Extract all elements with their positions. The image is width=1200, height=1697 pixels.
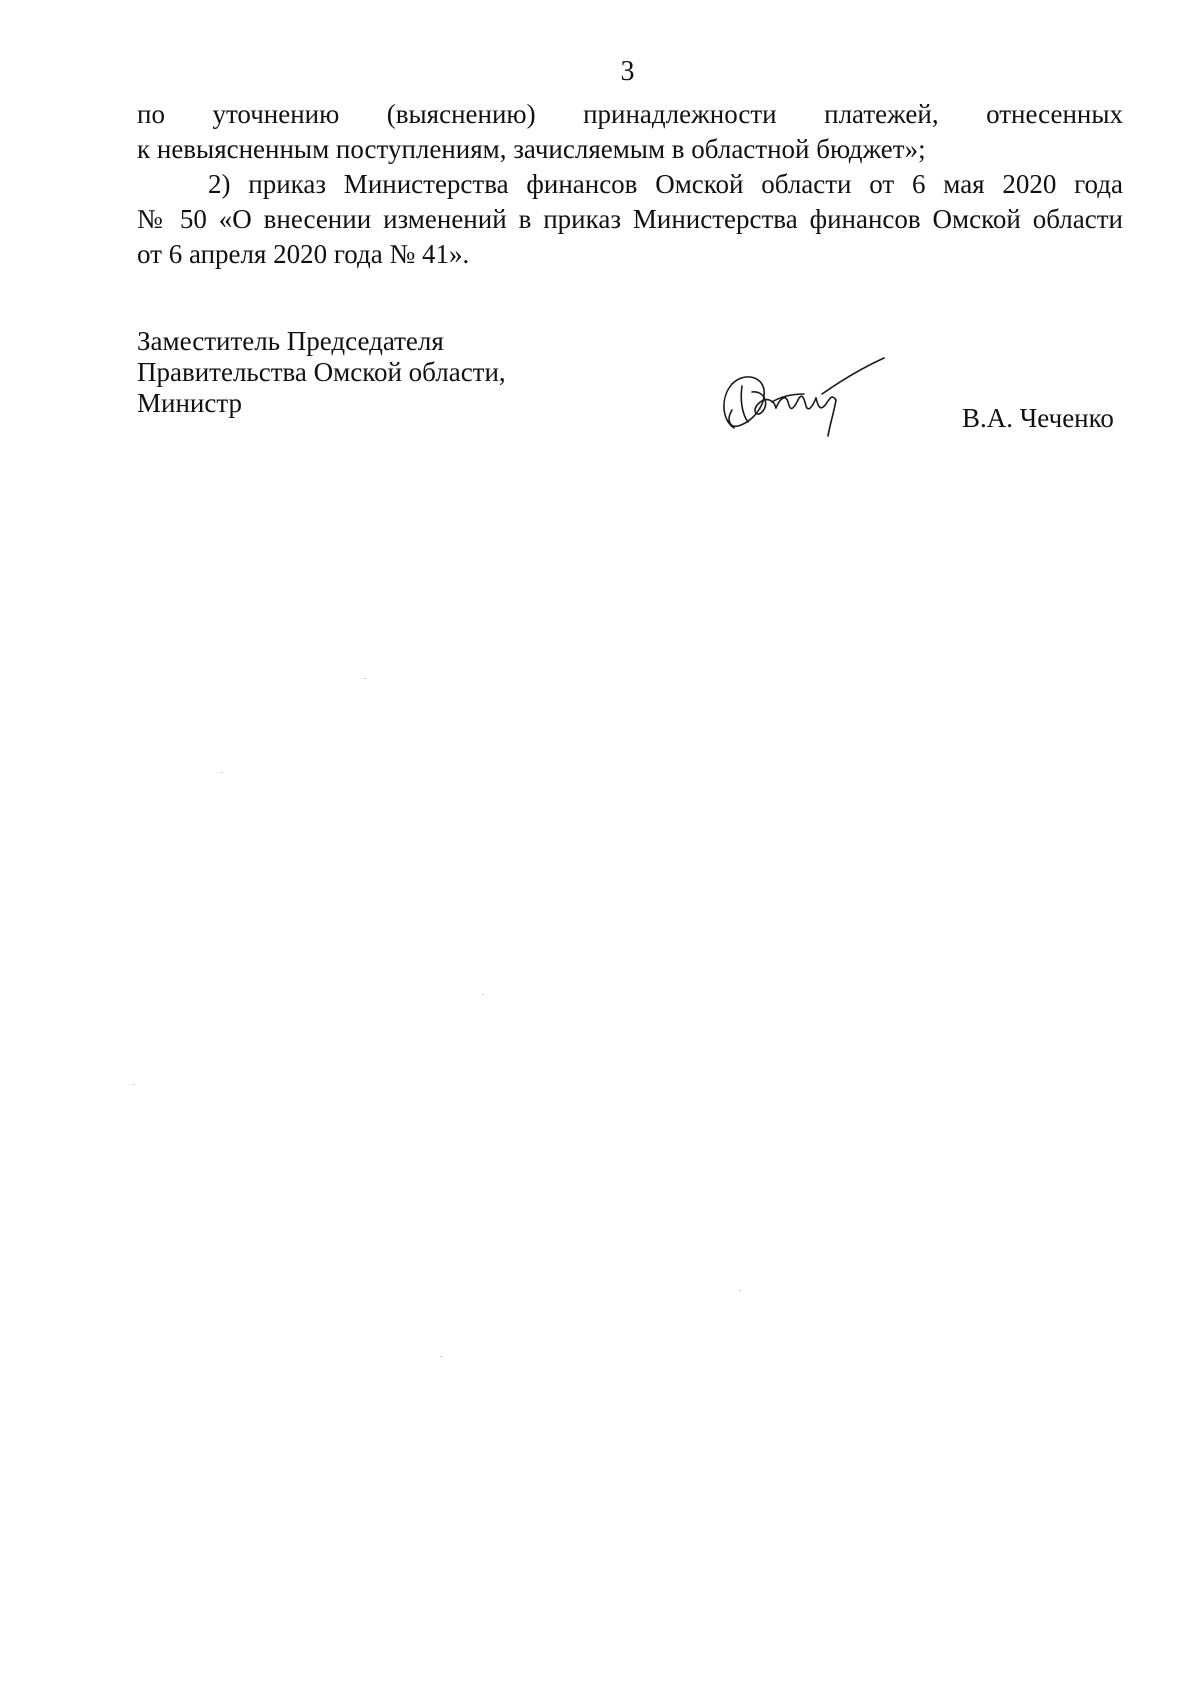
handwritten-signature xyxy=(712,350,892,446)
position-line-3: Министр xyxy=(137,388,242,418)
page-number: 3 xyxy=(620,56,635,87)
scan-speck xyxy=(133,1084,135,1085)
paragraph-2-line-3: от 6 апреля 2020 года № 41». xyxy=(137,239,470,269)
signatory-position xyxy=(137,326,506,419)
scan-speck xyxy=(739,1290,741,1291)
paragraph-2-line-2: № 50 «О внесении изменений в приказ Министерства финансов Омской области xyxy=(137,204,1123,234)
paragraph-2-line-1: 2) приказ Министерства финансов Омской области от 6 мая 2020 года xyxy=(208,169,1123,199)
scan-speck xyxy=(221,772,223,773)
scan-speck xyxy=(440,1356,442,1357)
position-line-2: Правительства Омской области, xyxy=(137,357,506,387)
scan-speck xyxy=(364,678,366,679)
paragraph-1-line-2: к невыясненным поступлениям, зачисляемым в областной бюджет»; xyxy=(137,134,926,164)
document-body xyxy=(137,97,1123,272)
signer-name: В.А. Чеченко xyxy=(962,403,1114,433)
paragraph-1-line-1: по уточнению (выяснению) принадлежности платежей, отнесенных xyxy=(137,99,1123,129)
scan-speck xyxy=(482,994,484,995)
position-line-1: Заместитель Председателя xyxy=(137,326,444,356)
